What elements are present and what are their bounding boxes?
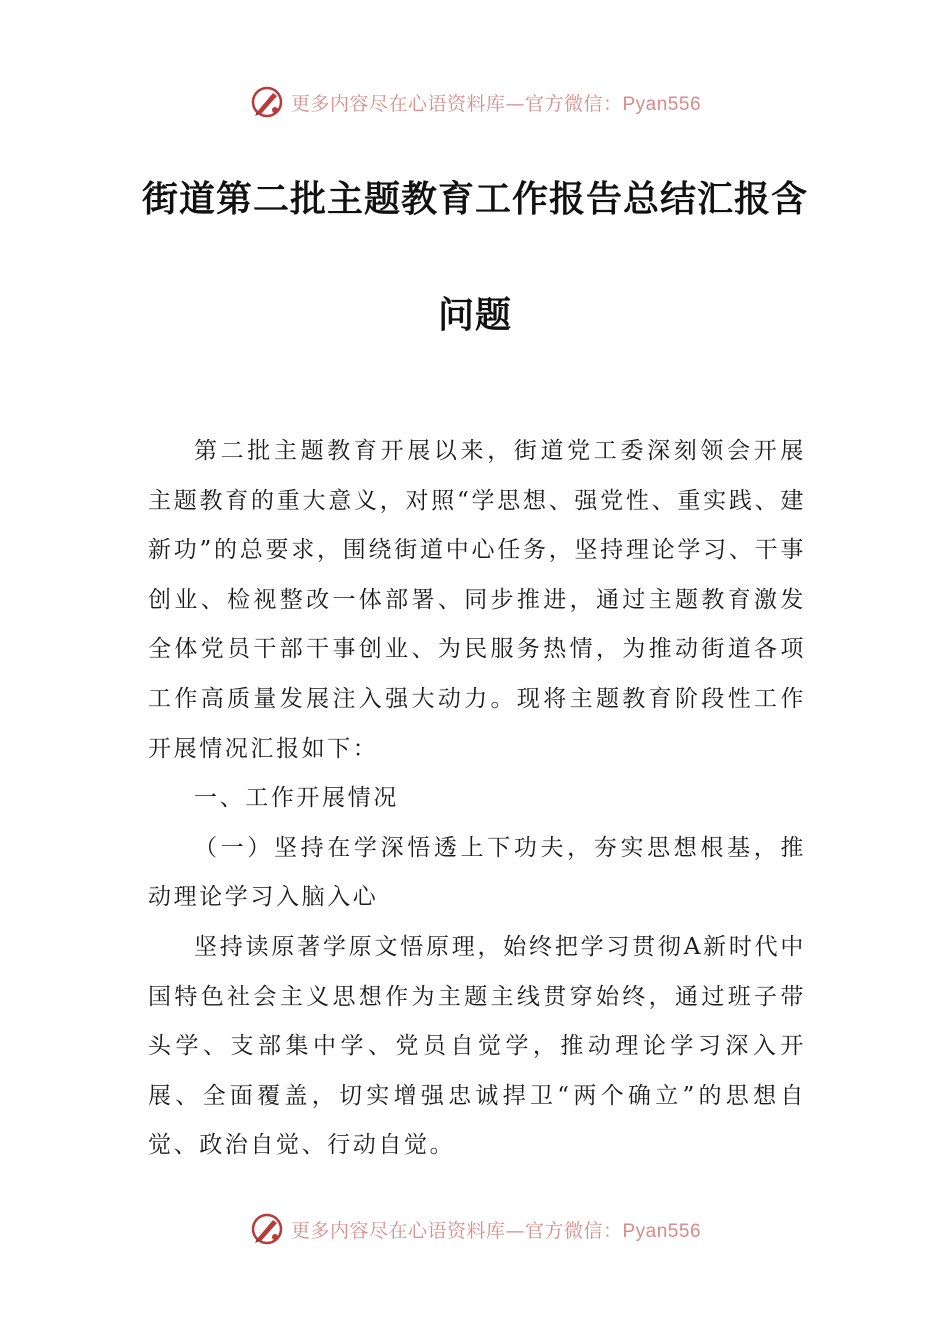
subsection-heading: （一）坚持在学深悟透上下功夫，夯实思想根基，推动理论学习入脑入心: [148, 834, 806, 911]
banner-handle: Pyan556: [622, 93, 702, 115]
pen-circle-logo-icon: [249, 1211, 285, 1247]
section-heading: 一、工作开展情况: [194, 785, 399, 812]
document-body: [148, 427, 806, 1171]
banner-text: 更多内容尽在心语资料库—官方微信：Pyan556: [290, 1219, 702, 1242]
paragraph-study: 坚持读原著学原文悟原理，始终把学习贯彻A新时代中国特色社会主义思想作为主题主线贯穿始终，通过班子带头学、支部集中学、党员自觉学，推动理论学习深入开展、全面覆盖，切实增强忠诚捍卫“两个确立”的思想自觉、政治自觉、行动自觉。: [148, 933, 806, 1159]
header-banner: [0, 82, 950, 122]
paragraph-intro: 第二批主题教育开展以来，街道党工委深刻领会开展主题教育的重大意义，对照“学思想、强党性、重实践、建新功”的总要求，围绕街道中心任务，坚持理论学习、干事创业、检视整改一体部署、同步推进，通过主题教育激发全体党员干部干事创业、为民服务热情，为推动街道各项工作高质量发展注入强大动力。现将主题教育阶段性工作开展情况汇报如下：: [148, 438, 806, 762]
banner-handle: Pyan556: [622, 1220, 702, 1242]
footer-banner: [0, 1209, 950, 1249]
document-title-line-1: 街道第二批主题教育工作报告总结汇报含: [141, 179, 808, 220]
banner-text: 更多内容尽在心语资料库—官方微信：Pyan556: [290, 92, 702, 115]
pen-circle-logo-icon: [249, 84, 285, 120]
document-title-line-2: 问题: [437, 295, 512, 336]
